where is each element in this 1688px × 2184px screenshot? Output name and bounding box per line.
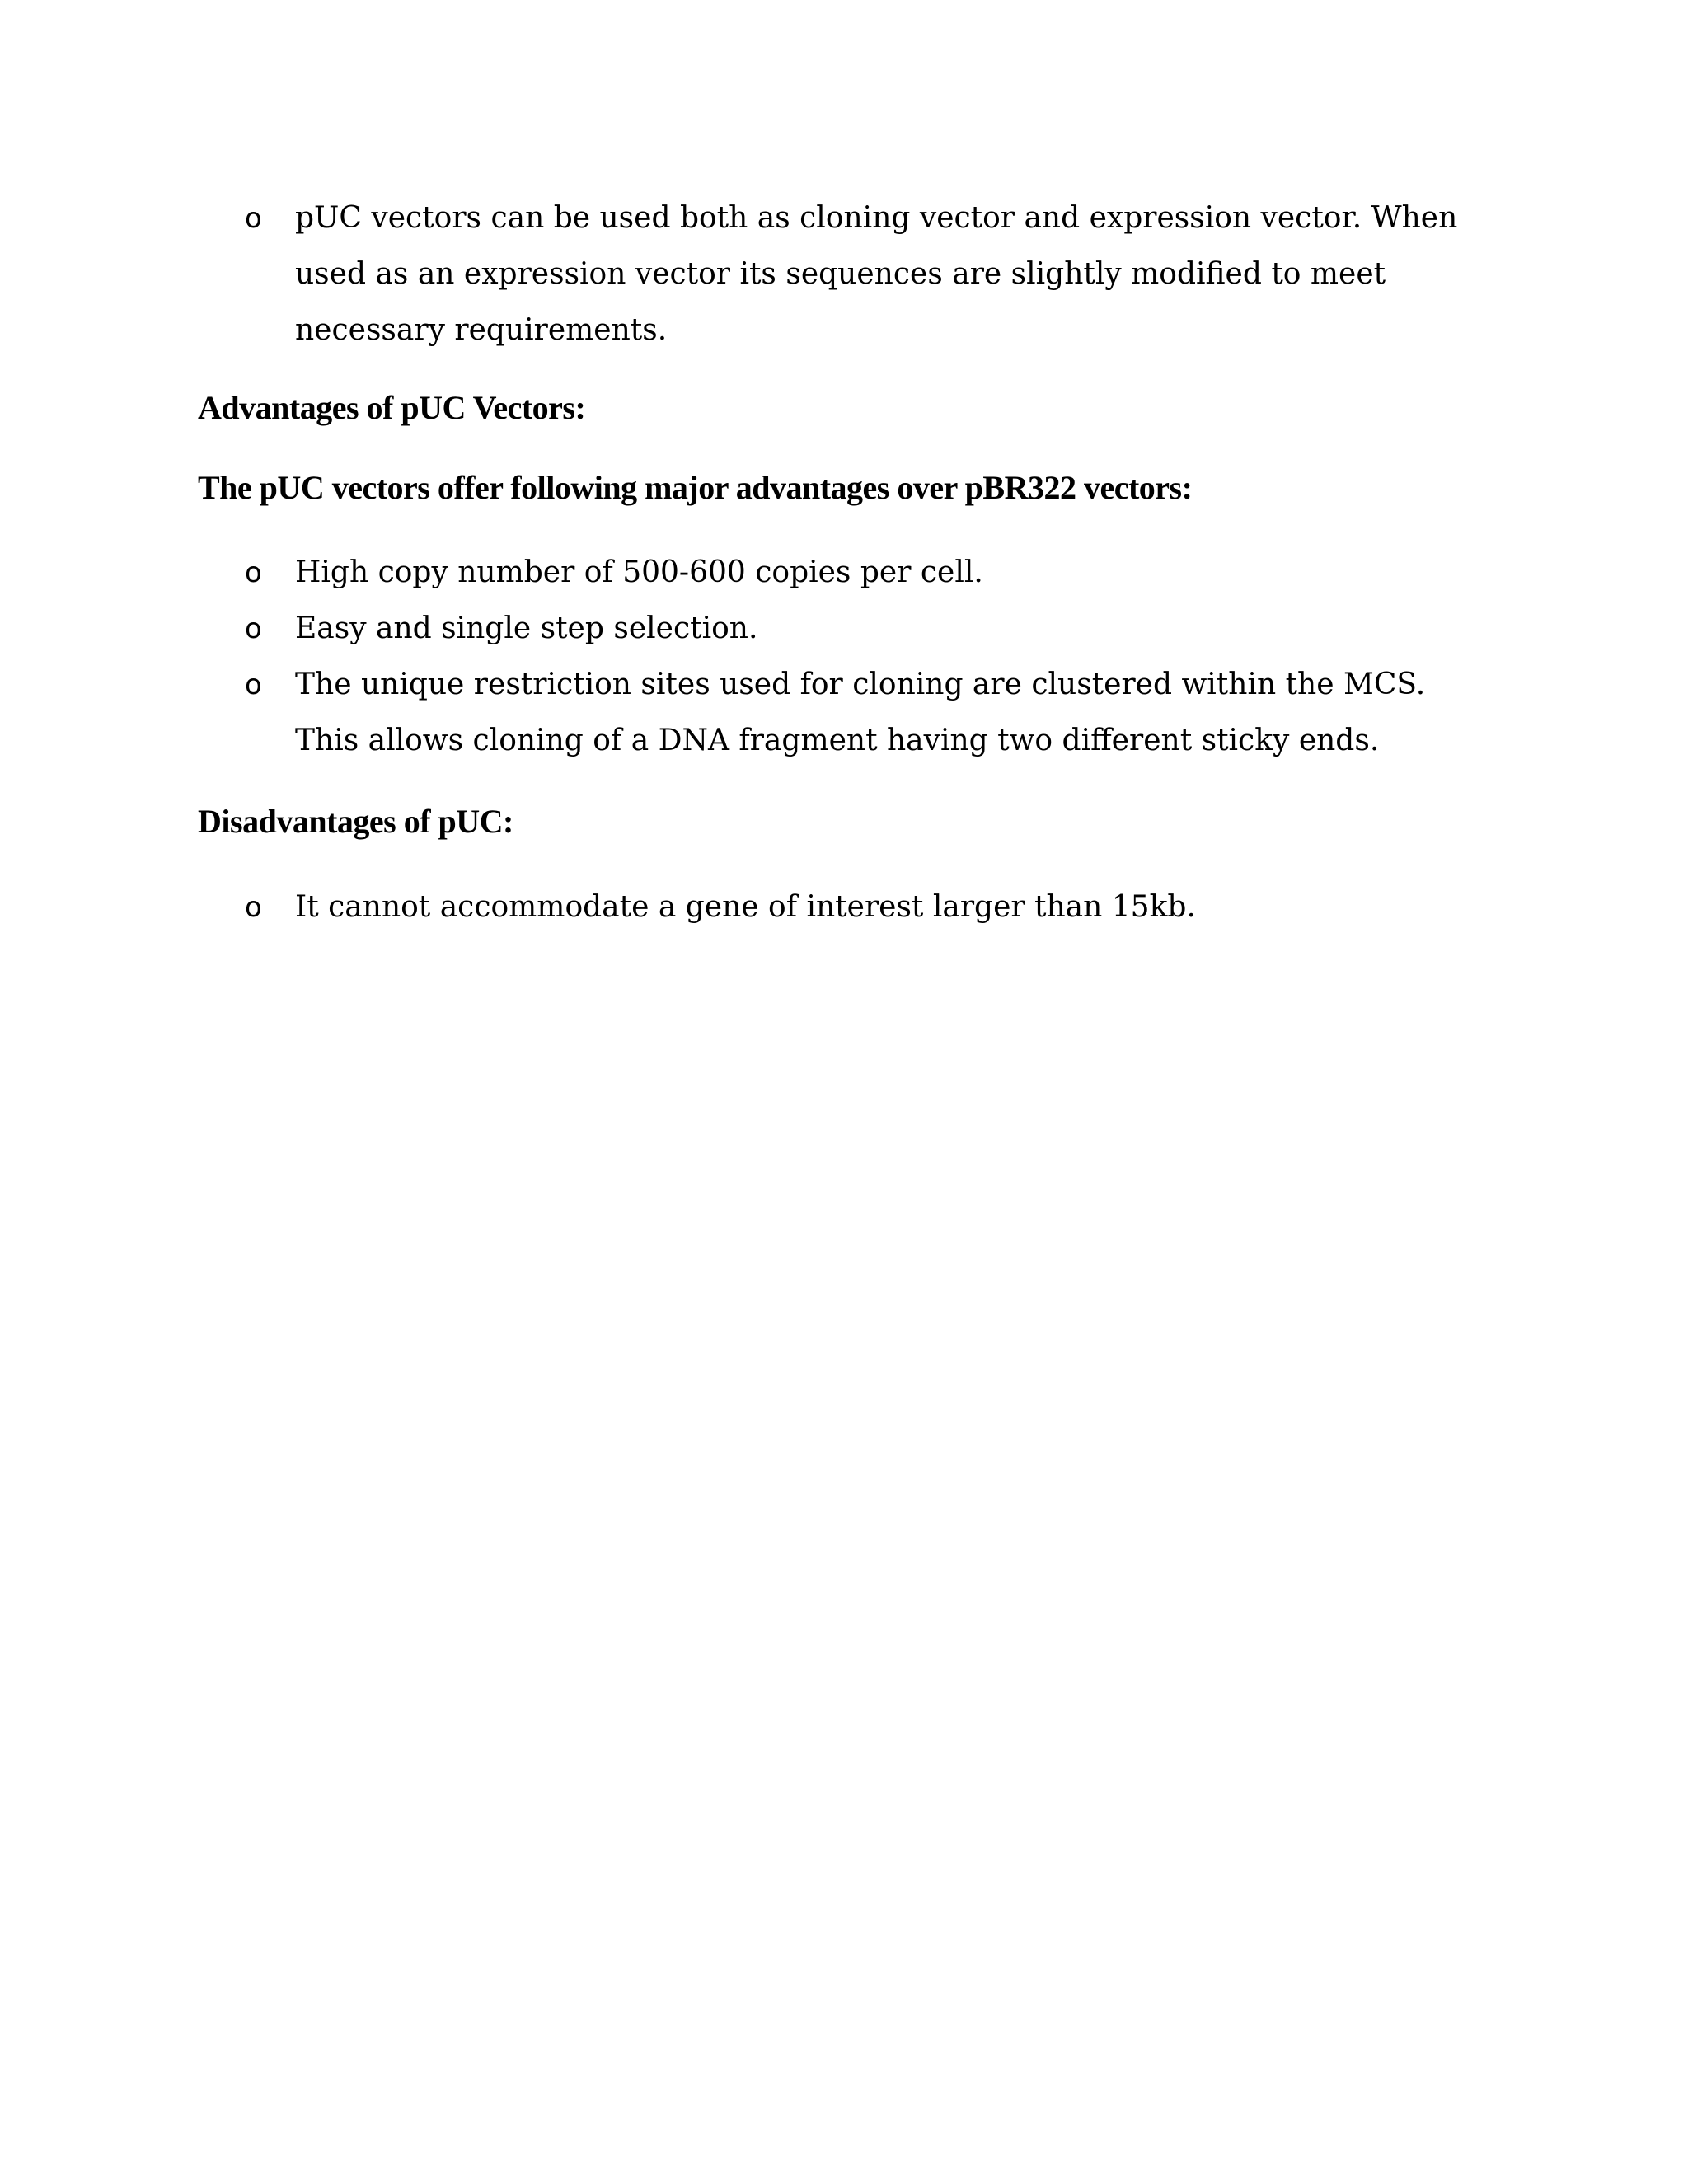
- list-item: [0, 879, 1482, 935]
- list-item-text: Easy and single step selection.: [295, 612, 758, 645]
- disadvantages-heading: Disadvantages of pUC:: [198, 803, 513, 840]
- advantages-heading: Advantages of pUC Vectors:: [198, 389, 586, 426]
- list-item: [0, 190, 1482, 359]
- bullet-marker: o: [245, 891, 262, 924]
- bullet-marker: o: [245, 556, 262, 589]
- bullet-marker: o: [245, 612, 262, 645]
- list-item-text: The unique restriction sites used for cloning are clustered within the MCS. This allows cloning of a DNA fragment having two different sticky ends.: [295, 668, 1426, 757]
- list-item-text: pUC vectors can be used both as cloning vector and expression vector. When used as an expression vector its sequences are slightly modified to meet necessary requirements.: [295, 201, 1458, 347]
- list-item: [0, 601, 1482, 657]
- bullet-marker: o: [245, 668, 262, 701]
- intro-list: [0, 190, 1482, 359]
- disadvantages-list: [0, 879, 1482, 935]
- list-item: [0, 657, 1482, 769]
- bullet-marker: o: [245, 202, 262, 235]
- advantages-list: [0, 545, 1482, 769]
- list-item: [0, 545, 1482, 601]
- list-item-text: It cannot accommodate a gene of interest larger than 15kb.: [295, 890, 1196, 924]
- advantages-intro: The pUC vectors offer following major advantages over pBR322 vectors:: [198, 469, 1193, 506]
- list-item-text: High copy number of 500-600 copies per cell.: [295, 555, 983, 589]
